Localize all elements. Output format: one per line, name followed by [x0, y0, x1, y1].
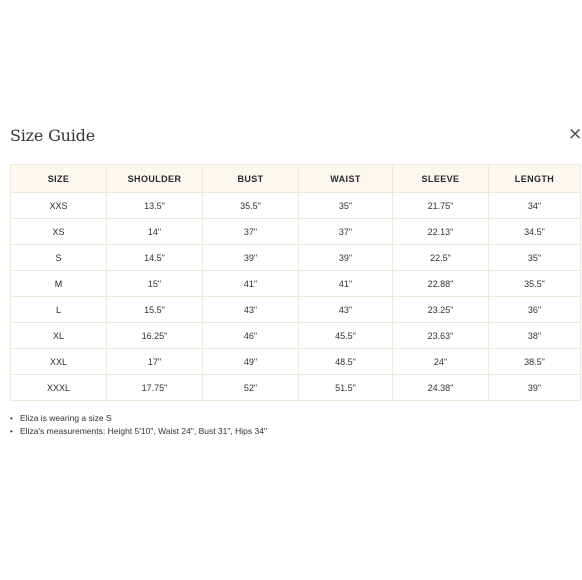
- note-text: Eliza is wearing a size S: [20, 413, 112, 423]
- column-header-sleeve: SLEEVE: [393, 165, 489, 193]
- cell-bust: 46": [203, 323, 299, 349]
- cell-sleeve: 22.88": [393, 271, 489, 297]
- model-notes-list: [10, 412, 267, 438]
- cell-sleeve: 23.63": [393, 323, 489, 349]
- table-header-row: [11, 165, 581, 193]
- table-row: [11, 297, 581, 323]
- cell-length: 38": [489, 323, 581, 349]
- cell-size: L: [11, 297, 107, 323]
- column-header-length: LENGTH: [489, 165, 581, 193]
- table-row: [11, 271, 581, 297]
- cell-bust: 43": [203, 297, 299, 323]
- cell-waist: 37": [299, 219, 393, 245]
- cell-sleeve: 21.75": [393, 193, 489, 219]
- cell-size: XL: [11, 323, 107, 349]
- table-row: [11, 245, 581, 271]
- cell-sleeve: 22.5": [393, 245, 489, 271]
- column-header-waist: WAIST: [299, 165, 393, 193]
- close-icon[interactable]: ×: [568, 124, 582, 144]
- cell-size: M: [11, 271, 107, 297]
- cell-size: XXS: [11, 193, 107, 219]
- bullet-icon: •: [10, 414, 13, 423]
- cell-bust: 37": [203, 219, 299, 245]
- cell-bust: 39": [203, 245, 299, 271]
- cell-shoulder: 17": [107, 349, 203, 375]
- table-row: [11, 219, 581, 245]
- cell-shoulder: 16.25": [107, 323, 203, 349]
- modal-title: Size Guide: [10, 126, 95, 145]
- cell-bust: 49": [203, 349, 299, 375]
- cell-shoulder: 15": [107, 271, 203, 297]
- cell-shoulder: 14": [107, 219, 203, 245]
- list-item: [10, 412, 267, 425]
- cell-sleeve: 24": [393, 349, 489, 375]
- cell-length: 34.5": [489, 219, 581, 245]
- cell-waist: 51.5": [299, 375, 393, 401]
- cell-shoulder: 15.5": [107, 297, 203, 323]
- cell-bust: 35.5": [203, 193, 299, 219]
- table-row: [11, 349, 581, 375]
- cell-waist: 48.5": [299, 349, 393, 375]
- cell-length: 39": [489, 375, 581, 401]
- cell-waist: 43": [299, 297, 393, 323]
- column-header-bust: BUST: [203, 165, 299, 193]
- column-header-size: SIZE: [11, 165, 107, 193]
- cell-length: 36": [489, 297, 581, 323]
- cell-length: 35.5": [489, 271, 581, 297]
- cell-shoulder: 17.75": [107, 375, 203, 401]
- cell-length: 38.5": [489, 349, 581, 375]
- column-header-shoulder: SHOULDER: [107, 165, 203, 193]
- bullet-icon: •: [10, 427, 13, 436]
- cell-waist: 35": [299, 193, 393, 219]
- cell-size: S: [11, 245, 107, 271]
- cell-shoulder: 13.5": [107, 193, 203, 219]
- cell-waist: 39": [299, 245, 393, 271]
- cell-waist: 45.5": [299, 323, 393, 349]
- cell-bust: 52": [203, 375, 299, 401]
- cell-size: XXL: [11, 349, 107, 375]
- table-row: [11, 193, 581, 219]
- cell-size: XS: [11, 219, 107, 245]
- cell-length: 35": [489, 245, 581, 271]
- cell-sleeve: 22.13": [393, 219, 489, 245]
- cell-waist: 41": [299, 271, 393, 297]
- cell-shoulder: 14.5": [107, 245, 203, 271]
- table-row: [11, 375, 581, 401]
- cell-size: XXXL: [11, 375, 107, 401]
- cell-bust: 41": [203, 271, 299, 297]
- cell-length: 34": [489, 193, 581, 219]
- size-guide-table: [10, 164, 581, 401]
- list-item: [10, 425, 267, 438]
- cell-sleeve: 23.25": [393, 297, 489, 323]
- table-row: [11, 323, 581, 349]
- note-text: Eliza's measurements: Height 5'10", Waist 24", Bust 31", Hips 34": [20, 426, 267, 436]
- cell-sleeve: 24.38": [393, 375, 489, 401]
